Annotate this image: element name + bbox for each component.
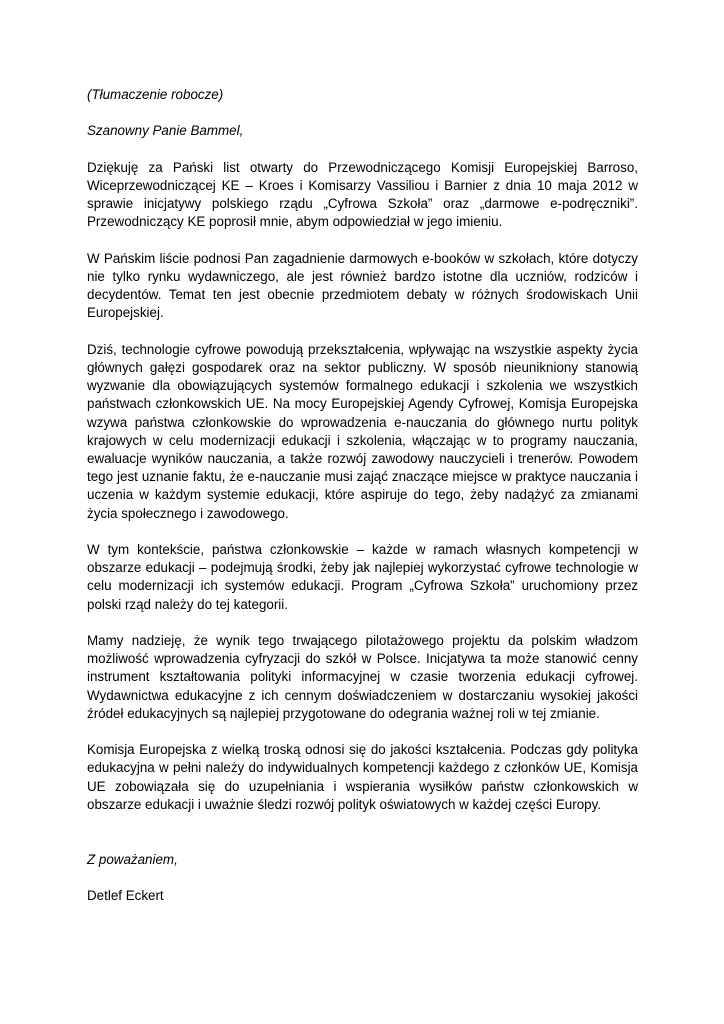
closing: Z poważaniem, (87, 852, 178, 868)
translation-note: (Tłumaczenie robocze) (87, 87, 224, 102)
salutation: Szanowny Panie Bammel, (87, 123, 244, 139)
paragraph-thanks: Dziękuję za Pański list otwarty do Przewodniczącego Komisji Europejskiej Barroso, Wiceprzewodniczącej KE – Kroes i Komisarzy Vassiliou i Barnier z dnia 10 maja 2012 w sprawie inicjatywy polskiego rządu „Cyfrowa Szkoła” oraz „darmowe e-podręczniki”. Przewodniczący KE poprosił mnie, abym odpowiedział w jego imieniu. (87, 159, 638, 230)
paragraph-education-quality: Komisja Europejska z wielką troską odnosi się do jakości kształcenia. Podczas gdy polityka edukacyjna w pełni należy do indywidualnych kompetencji każdego z członków UE, Komisja UE zobowiązała się do uzupełniania i wspierania wysiłków państw członkowskich w obszarze edukacji i uważnie śledzi rozwój polityk oświatowych w każdej części Europy. (87, 742, 638, 812)
paragraph-pilot-project: Mamy nadzieję, że wynik tego trwającego pilotażowego projektu da polskim władzom możliwość wprowadzenia cyfryzacji do szkół w Polsce. Inicjatywa ta może stanowić cenny instrument kształtowania polityki informacyjnej w czasie tworzenia edukacji cyfrowej. Wydawnictwa edukacyjne z ich cennym doświadczeniem w dostarczaniu wysokiej jakości źródeł edukacyjnych są najlepiej przygotowane do odegrania ważnej roli w tej zmianie. (87, 633, 638, 721)
paragraph-member-states: W tym kontekście, państwa członkowskie – każde w ramach własnych kompetencji w obszarze edukacji – podejmują środki, żeby jak najlepiej wykorzystać cyfrowe technologie w celu modernizacji ich systemów edukacji. Program „Cyfrowa Szkoła” uruchomiony przez polski rząd należy do tej kategorii. (87, 542, 638, 612)
paragraph-ebooks: W Pańskim liście podnosi Pan zagadnienie darmowych e-booków w szkołach, które dotyczy nie tylko rynku wydawniczego, ale jest również bardzo istotne dla uczniów, rodziców i decydentów. Temat ten jest obecnie przedmiotem debaty w różnych środowiskach Unii Europejskiej. (87, 250, 638, 321)
signature: Detlef Eckert (87, 888, 164, 904)
letter-page (87, 86, 638, 906)
paragraph-digital-technologies: Dziś, technologie cyfrowe powodują przekształcenia, wpływając na wszystkie aspekty życia głównych gałęzi gospodarek oraz na sektor publiczny. W sposób nieunikniony stanowią wyzwanie dla obowiązujących systemów formalnego edukacji i szkolenia we wszystkich państwach członkowskich UE. Na mocy Europejskiej Agendy Cyfrowej, Komisja Europejska wzywa państwa członkowskie do wprowadzenia e-nauczania do głównego nurtu polityk krajowych w celu modernizacji edukacji i szkolenia, włączając w to programy nauczania, ewaluacje wyników nauczania, a także rozwój zawodowy nauczycieli i trenerów. Powodem tego jest uznanie faktu, że e-nauczanie musi zająć znaczące miejsce w praktyce nauczania i uczenia w każdym systemie edukacji, które aspiruje do tego, żeby nadążyć za zmianami życia społecznego i zawodowego. (87, 341, 638, 521)
